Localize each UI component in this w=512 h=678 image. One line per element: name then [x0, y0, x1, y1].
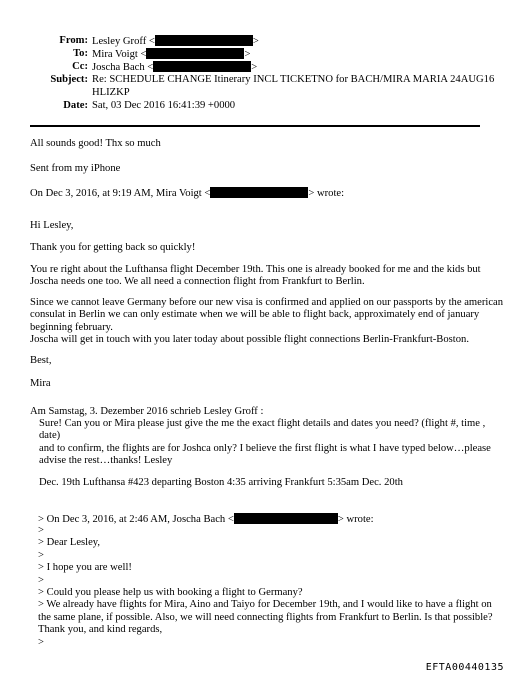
redaction-bar	[146, 48, 244, 59]
flight-details: Dec. 19th Lufthansa #423 departing Boston 4:35 arriving Frankfurt 5:35am Dec. 20th	[39, 477, 403, 488]
subject-line-1: Re: SCHEDULE CHANGE Itinerary INCL TICKETNO for BACH/MIRA MARIA 24AUG16	[92, 74, 495, 85]
redaction-bar	[155, 35, 253, 46]
subject-label: Subject:	[50, 74, 88, 85]
to-name: Mira Voigt <	[92, 49, 147, 60]
to-label: To:	[73, 48, 88, 59]
from-close: >	[252, 36, 259, 47]
quote-line: the same plane, if possible. Also, we will need connecting flights from Frankfurt to Berlin. Is that possible?	[38, 611, 493, 623]
reply-line: All sounds good! Thx so much	[30, 138, 161, 149]
cc-close: >	[251, 62, 258, 73]
cc-value	[92, 61, 257, 74]
document-id: EFTA00440135	[425, 662, 504, 673]
header-divider	[30, 125, 480, 127]
paragraph	[30, 264, 485, 289]
redaction-bar	[234, 513, 338, 524]
quote-intro-text: On Dec 3, 2016, at 9:19 AM, Mira Voigt <	[30, 188, 211, 199]
quoted-paragraph	[38, 525, 493, 649]
signoff: Best,	[30, 355, 52, 366]
date-value: Sat, 03 Dec 2016 16:41:39 +0000	[92, 100, 236, 111]
quote-intro	[30, 187, 344, 200]
cc-label: Cc:	[72, 61, 88, 72]
from-value	[92, 35, 259, 48]
subject-line-2: HLIZKP	[92, 87, 130, 98]
quote-line: Thank you, and kind regards,	[38, 624, 163, 636]
quoted-paragraph	[39, 418, 491, 468]
greeting: Hi Lesley,	[30, 220, 74, 231]
cc-name: Joscha Bach <	[92, 62, 154, 73]
quote-line: > Could you please help us with booking a flight to Germany?	[38, 587, 303, 599]
paragraph-line: Joscha needs one too. We all need a connection flight from Frankfurt to Berlin.	[30, 276, 365, 288]
redaction-bar	[153, 61, 251, 72]
to-value	[92, 48, 250, 61]
paragraph	[30, 297, 504, 347]
signer-name: Mira	[30, 378, 51, 389]
quote-line: >	[38, 549, 44, 561]
quote-intro-text: > On Dec 3, 2016, at 2:46 AM, Joscha Bach <	[38, 514, 234, 525]
quote-line: > We already have flights for Mira, Aino and Taiyo for December 19th, and I would like to have a flight on	[38, 599, 492, 611]
paragraph-line: Since we cannot leave Germany before our new visa is confirmed and applied on our passports by the american	[30, 297, 504, 308]
quote-line: > I hope you are well!	[38, 562, 132, 574]
quote-line: >	[38, 636, 44, 648]
from-name: Lesley Groff <	[92, 36, 155, 47]
date-label: Date:	[63, 100, 88, 111]
quote-intro-suffix: > wrote:	[308, 188, 345, 199]
quote-intro: Am Samstag, 3. Dezember 2016 schrieb Lesley Groff :	[30, 406, 264, 417]
paragraph-line: Sure! Can you or Mira please just give the me the exact flight details and dates you need? (flight #, time ,	[39, 418, 486, 429]
from-label: From:	[59, 35, 88, 46]
paragraph-line: Joscha will get in touch with you later today about possible flight connections Berlin-Frankfurt-Boston.	[30, 334, 469, 346]
to-close: >	[244, 49, 251, 60]
redaction-bar	[210, 187, 308, 198]
paragraph-line: consulat in Berlin we can only estimate when we will be able to flight back, approximately end of january	[30, 309, 480, 321]
quote-intro-suffix: > wrote:	[337, 514, 374, 525]
quote-line: >	[38, 574, 44, 586]
signature-line: Sent from my iPhone	[30, 163, 121, 174]
paragraph: Thank you for getting back so quickly!	[30, 242, 196, 253]
paragraph-line: You re right about the Lufthansa flight December 19th. This one is already booked for me and the kids but	[30, 264, 481, 275]
paragraph-line: advise the rest…thanks! Lesley	[39, 455, 173, 467]
paragraph-line: and to confirm, the flights are for Joshca only? I believe the first flight is what I have typed below…please	[39, 442, 491, 454]
paragraph-line: beginning february.	[30, 321, 113, 333]
quote-line: > Dear Lesley,	[38, 537, 101, 549]
paragraph-line: date)	[39, 430, 61, 442]
quote-line: >	[38, 525, 44, 536]
